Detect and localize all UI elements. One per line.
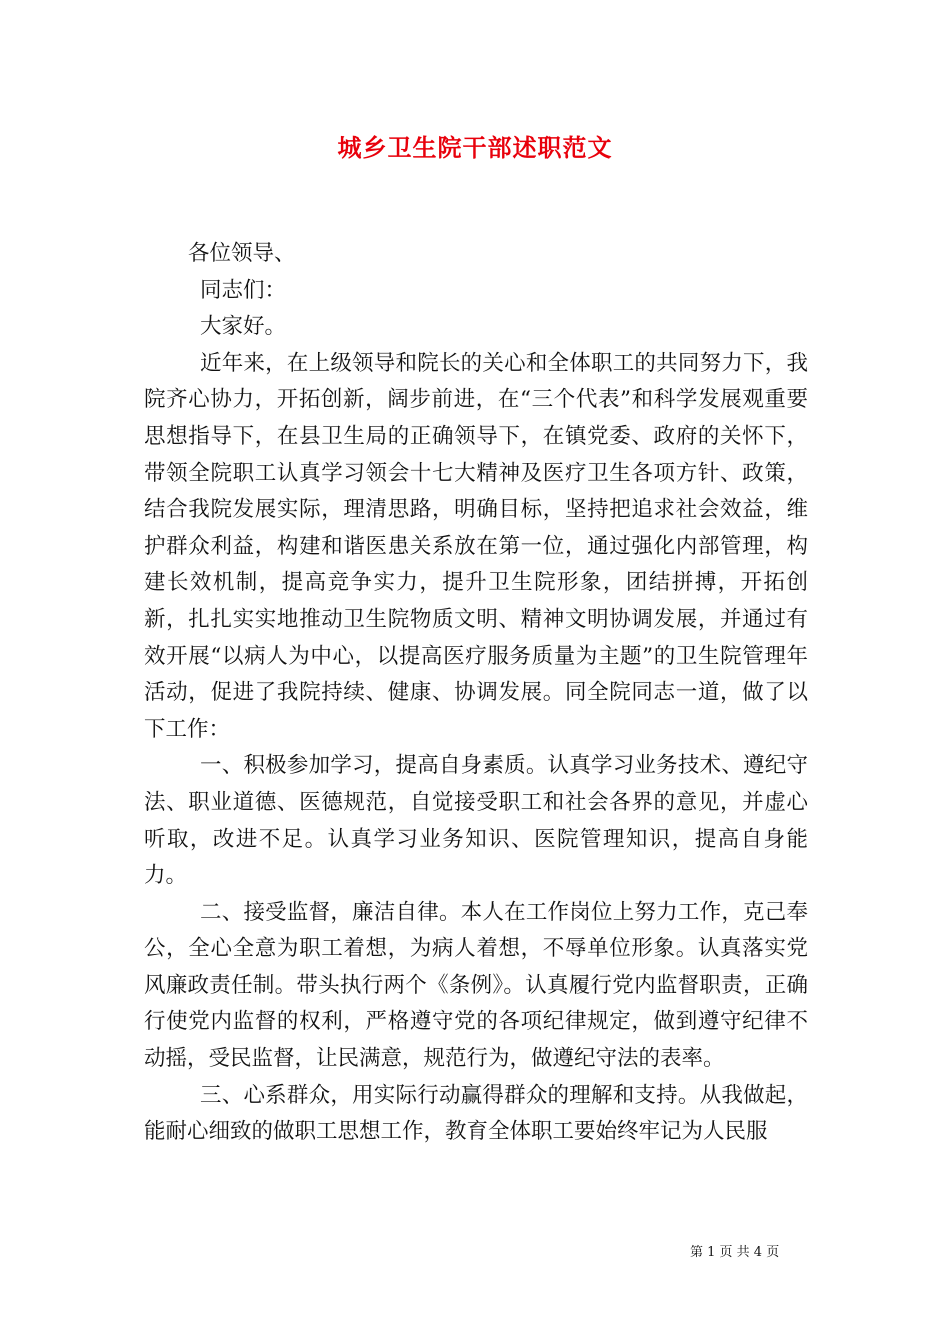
section-three-paragraph: 三、心系群众，用实际行动赢得群众的理解和支持。从我做起，能耐心细致的做职工思想工作，教育全体职工要始终牢记为人民服 [144,1082,808,1145]
intro-paragraph: 近年来，在上级领导和院长的关心和全体职工的共同努力下，我院齐心协力，开拓创新，阔步前进，在“三个代表”和科学发展观重要思想指导下，在县卫生局的正确领导下，在镇党委、政府的关怀下，带领全院职工认真学习领会十七大精神及医疗卫生各项方针、政策，结合我院发展实际，理清思路，明确目标，坚持把追求社会效益，维护群众利益，构建和谐医患关系放在第一位，通过强化内部管理，构建长效机制，提高竞争实力，提升卫生院形象，团结拼搏，开拓创新，扎扎实实地推动卫生院物质文明、精神文明协调发展，并通过有效开展“以病人为中心，以提高医疗服务质量为主题”的卫生院管理年活动，促进了我院持续、健康、协调发展。同全院同志一道，做了以下工作： [144,350,808,742]
section-one-paragraph: 一、积极参加学习，提高自身素质。认真学习业务技术、遵纪守法、职业道德、医德规范，自觉接受职工和社会各界的意见，并虚心听取，改进不足。认真学习业务知识、医院管理知识，提高自身能力。 [144,753,808,889]
document-body [144,236,808,1151]
salutation-comrades: 同志们： [200,277,287,303]
salutation-leaders: 各位领导、 [188,241,296,266]
page-number: 第 1 页 共 4 页 [690,1245,780,1260]
greeting: 大家好。 [200,314,287,340]
section-two-paragraph: 二、接受监督，廉洁自律。本人在工作岗位上努力工作，克己奉公，全心全意为职工着想，为病人着想，不辱单位形象。认真落实党风廉政责任制。带头执行两个《条例》。认真履行党内监督职责，正确行使党内监督的权利，严格遵守党的各项纪律规定，做到遵守纪律不动摇，受民监督，让民满意，规范行为，做遵纪守法的表率。 [144,899,808,1072]
document-title: 城乡卫生院干部述职范文 [337,133,613,162]
